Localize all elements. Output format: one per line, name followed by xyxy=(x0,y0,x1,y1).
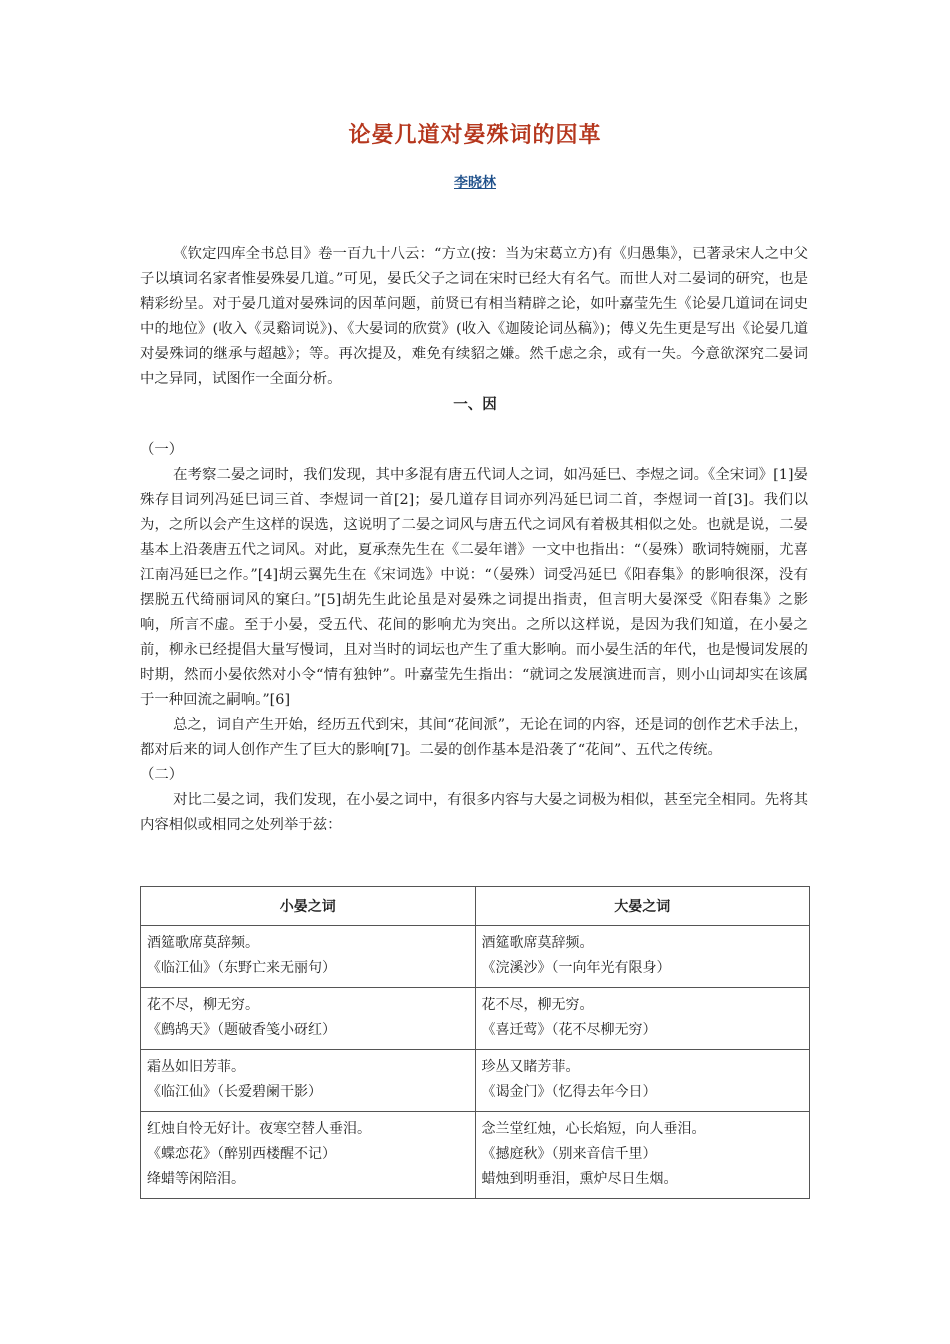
table-cell-dayan xyxy=(475,1050,810,1112)
table-row xyxy=(141,1050,810,1112)
line-quote: 红烛自怜无好计。夜寒空替人垂泪。 xyxy=(147,1121,371,1137)
table-cell-xiaoyan xyxy=(141,1050,476,1112)
paragraph-1: 在考察二晏之词时，我们发现，其中多混有唐五代词人之词，如冯延巳、李煜之词。《全宋词》[1]晏殊存目词列冯延巳词三首、李煜词一首[2]；晏几道存目词亦列冯延巳词二首，李煜词一首[3]。我们以为，之所以会产生这样的误选，这说明了二晏之词风与唐五代之词风有着极其相似之处。也就是说，二晏基本上沿袭唐五代之词风。对此，夏承焘先生在《二晏年谱》一文中也指出：“（晏殊）歌词特婉丽，尤喜江南冯延巳之作。”[4]胡云翼先生在《宋词选》中说：“（晏殊）词受冯延巳《阳春集》的影响很深，没有摆脱五代绮丽词风的窠臼。”[5]胡先生此论虽是对晏殊之词提出指责，但言明大晏深受《阳春集》之影响，所言不虚。至于小晏，受五代、花间的影响尤为突出。之所以这样说，是因为我们知道，在小晏之前，柳永已经提倡大量写慢词，且对当时的词坛也产生了重大影响。而小晏生活的年代，也是慢词发展的时期，然而小晏依然对小令“情有独钟”。叶嘉莹先生指出：“就词之发展演进而言，则小山词却实在该属于一种回流之嗣响。”[6] xyxy=(140,467,808,708)
line-source: 《蝶恋花》（醉别西楼醒不记） xyxy=(147,1146,336,1162)
column-header: 小晏之词 xyxy=(141,887,476,926)
subsection-label-1: （一） xyxy=(140,442,184,458)
line-source: 《撼庭秋》（别来音信千里） xyxy=(481,1146,657,1162)
table-cell-dayan xyxy=(475,988,810,1050)
line-source: 《喜迁莺》（花不尽柳无穷） xyxy=(481,1022,657,1038)
line-quote: 霜丛如旧芳菲。 xyxy=(147,1059,245,1075)
line-quote: 酒筵歌席莫辞频。 xyxy=(481,935,594,951)
table-row xyxy=(141,988,810,1050)
line-quote: 花不尽，柳无穷。 xyxy=(147,997,259,1013)
author-link[interactable]: 李晓林 xyxy=(454,175,496,191)
table-cell-dayan xyxy=(475,926,810,988)
subsection-label-2: （二） xyxy=(140,767,184,783)
comparison-table xyxy=(140,886,810,1199)
table-cell-xiaoyan xyxy=(141,1112,476,1199)
line-quote: 念兰堂红烛，心长焰短，向人垂泪。 xyxy=(481,1121,706,1137)
paragraph-2: 总之，词自产生开始，经历五代到宋，其间“花间派”，无论在词的内容，还是词的创作艺术手法上，都对后来的词人创作产生了巨大的影响[7]。二晏的创作基本是沿袭了“花间”、五代之传统。 xyxy=(140,717,808,758)
article-title: 论晏几道对晏殊词的因革 xyxy=(348,123,602,148)
author-line xyxy=(0,172,950,192)
table-header-row xyxy=(141,887,810,926)
table-row xyxy=(141,1112,810,1199)
intro-block xyxy=(140,242,808,392)
column-header: 大晏之词 xyxy=(475,887,810,926)
line-source: 《临江仙》（东野亡来无丽句） xyxy=(147,960,336,976)
line-source: 《鹧鸪天》（题破香笺小砑红） xyxy=(147,1022,336,1038)
section-heading: 一、因 xyxy=(453,397,497,413)
table-cell-dayan xyxy=(475,1112,810,1199)
line-source: 《临江仙》（长爱碧阑干影） xyxy=(147,1084,322,1100)
line-quote: 珍丛又睹芳菲。 xyxy=(481,1059,580,1075)
line-quote: 酒筵歌席莫辞频。 xyxy=(147,935,259,951)
intro-paragraph: 《钦定四库全书总目》卷一百九十八云：“方立(按：当为宋葛立方)有《归愚集》，已著录宋人之中父子以填词名家者惟晏殊晏几道。”可见，晏氏父子之词在宋时已经大有名气。而世人对二晏词的研究，也是精彩纷呈。对于晏几道对晏殊词的因革问题，前贤已有相当精辟之论，如叶嘉莹先生《论晏几道词在词史中的地位》(收入《灵谿词说》)、《大晏词的欣赏》(收入《迦陵论词丛稿》)；傅义先生更是写出《论晏几道对晏殊词的继承与超越》；等。再次提及，难免有续貂之嫌。然千虑之余，或有一失。今意欲深究二晏词中之异同，试图作一全面分析。 xyxy=(140,246,808,387)
table-cell-xiaoyan xyxy=(141,926,476,988)
paragraph-3: 对比二晏之词，我们发现，在小晏之词中，有很多内容与大晏之词极为相似，甚至完全相同。先将其内容相似或相同之处列举于兹： xyxy=(140,792,808,833)
line-source: 《浣溪沙》（一向年光有限身） xyxy=(481,960,671,976)
line-quote: 蜡烛到明垂泪，熏炉尽日生烟。 xyxy=(481,1171,678,1187)
section-body xyxy=(140,438,808,838)
line-source: 《谒金门》（忆得去年今日） xyxy=(481,1084,657,1100)
line-quote: 绛蜡等闲陪泪。 xyxy=(147,1171,245,1187)
line-quote: 花不尽，柳无穷。 xyxy=(481,997,594,1013)
table-row xyxy=(141,926,810,988)
table-cell-xiaoyan xyxy=(141,988,476,1050)
